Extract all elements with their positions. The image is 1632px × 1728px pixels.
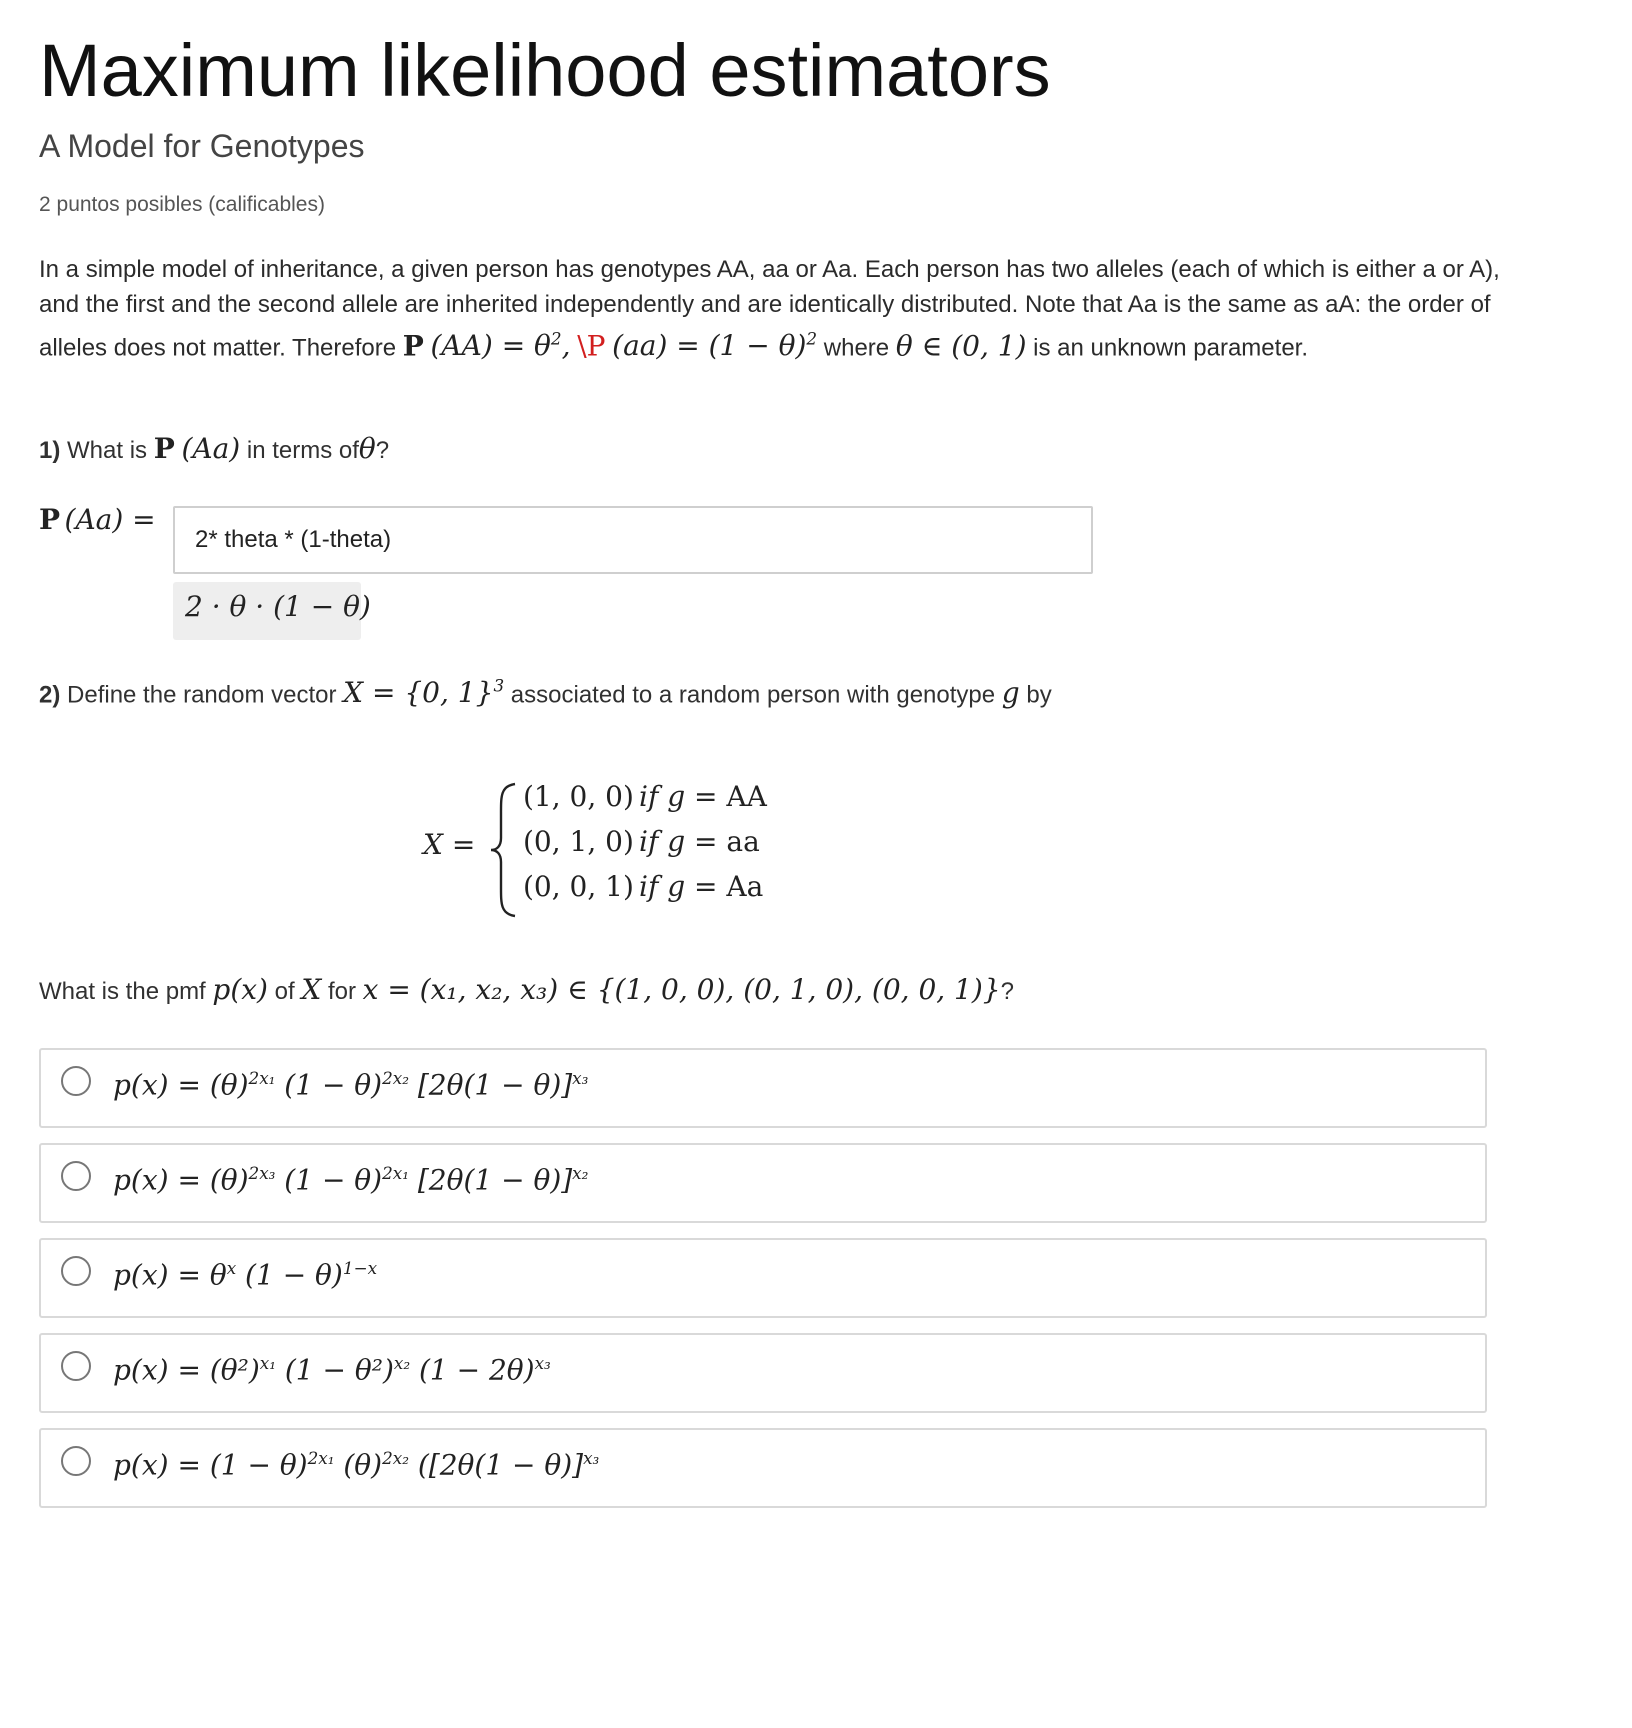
question-2-text: Define the random vector	[67, 681, 337, 709]
answer-option-5[interactable]	[39, 1428, 1487, 1508]
intro-paragraph	[39, 252, 1509, 365]
option-label: $p(x) = (\theta)^{2x_1}$ $(1 - \theta)^{2x_2}$ $[2\theta(1 - \theta)]^{x_3}$	[113, 1068, 589, 1102]
intro-tail: is an unknown parameter.	[1033, 334, 1308, 362]
question-1-text: What is	[67, 437, 148, 464]
question-1-theta: θ	[358, 432, 376, 465]
points-label: 2 puntos posibles (calificables)	[39, 193, 325, 216]
question-1: 1) What is P (Aa) in terms ofθ?	[39, 432, 390, 465]
answer-preview: 2 · θ · (1 − θ)	[173, 582, 361, 640]
question-1-number: 1)	[39, 437, 61, 464]
prob-symbol: P	[39, 503, 61, 536]
answer-option-3[interactable]	[39, 1238, 1487, 1318]
intro-red-macro: \P	[577, 329, 606, 363]
cases-definition	[423, 780, 863, 920]
question-2-g: g	[1001, 676, 1020, 710]
question-2-math: X = {0, 1}$^3$	[343, 676, 505, 710]
answer-option-4[interactable]	[39, 1333, 1487, 1413]
question-2-text-after: associated to a random person with genotype	[510, 681, 996, 709]
question-2-by: by	[1026, 681, 1052, 709]
question-2-number: 2)	[39, 681, 61, 709]
question-3: What is the pmf p(x) of X for x = (x₁, x₂, x₃) ∈ {(1, 0, 0), (0, 1, 0), (0, 0, 1)}?	[39, 973, 1014, 1006]
question-1-math: (Aa)	[181, 432, 241, 465]
question-2	[39, 676, 1052, 709]
intro-math-aa-lower: $(aa) = (1 - \theta)^2$	[612, 329, 818, 363]
radio-button[interactable]	[61, 1161, 91, 1191]
case-cond-3: if g = Aa	[639, 870, 764, 903]
answer-label: P (Aa) =	[39, 503, 156, 536]
prob-symbol: P	[153, 432, 175, 465]
question-1-text-after: in terms of	[246, 437, 359, 464]
question-3-px: p(x)	[212, 973, 268, 1006]
left-brace-icon	[489, 782, 521, 918]
radio-button[interactable]	[61, 1446, 91, 1476]
intro-where: where	[823, 334, 890, 362]
case-vector-1: (1, 0, 0)	[523, 780, 634, 813]
answer-option-2[interactable]	[39, 1143, 1487, 1223]
case-vector-3: (0, 0, 1)	[523, 870, 634, 903]
intro-theta-range: θ ∈ (0, 1)	[895, 329, 1027, 363]
case-cond-1: if g = AA	[639, 780, 767, 813]
option-label: $p(x) = (\theta^2)^{x_1}$ $(1 - \theta^2)^{x_2}$ $(1 - 2\theta)^{x_3}$	[113, 1353, 551, 1387]
case-vector-2: (0, 1, 0)	[523, 825, 634, 858]
intro-math-aa: $(AA) = \theta^2$,	[430, 329, 571, 363]
case-cond-2: if g = aa	[639, 825, 760, 858]
prob-symbol: P	[402, 329, 424, 363]
answer-input[interactable]: 2* theta * (1-theta)	[173, 506, 1093, 574]
radio-button[interactable]	[61, 1351, 91, 1381]
question-3-set: x = (x₁, x₂, x₃) ∈ {(1, 0, 0), (0, 1, 0), (0, 0, 1)}	[362, 973, 1001, 1006]
radio-button[interactable]	[61, 1256, 91, 1286]
intro-text: In a simple model of inheritance, a given person has genotypes AA, aa or Aa. Each person has two alleles (each of which is either a or A), and the first and the second allele are inherited independently and are identically distributed. Note that Aa is the same as aA: the order of alleles does not matter. Therefore	[39, 256, 1500, 362]
option-label: $p(x) = \theta^x$ $(1 - \theta)^{1-x}$	[113, 1258, 378, 1292]
option-label: $p(x) = (1 - \theta)^{2x_1}$ $(\theta)^{2x_2}$ ($[2\theta(1 - \theta)]^{x_3}$	[113, 1448, 600, 1482]
option-label: $p(x) = (\theta)^{2x_3}$ $(1 - \theta)^{2x_1}$ $[2\theta(1 - \theta)]^{x_2}$	[113, 1163, 589, 1197]
cases-lhs: X =	[423, 828, 476, 861]
question-3-x: X	[301, 973, 322, 1006]
problem-subtitle: A Model for Genotypes	[39, 128, 365, 164]
page-title: Maximum likelihood estimators	[39, 29, 1051, 112]
radio-button[interactable]	[61, 1066, 91, 1096]
answer-option-1[interactable]	[39, 1048, 1487, 1128]
